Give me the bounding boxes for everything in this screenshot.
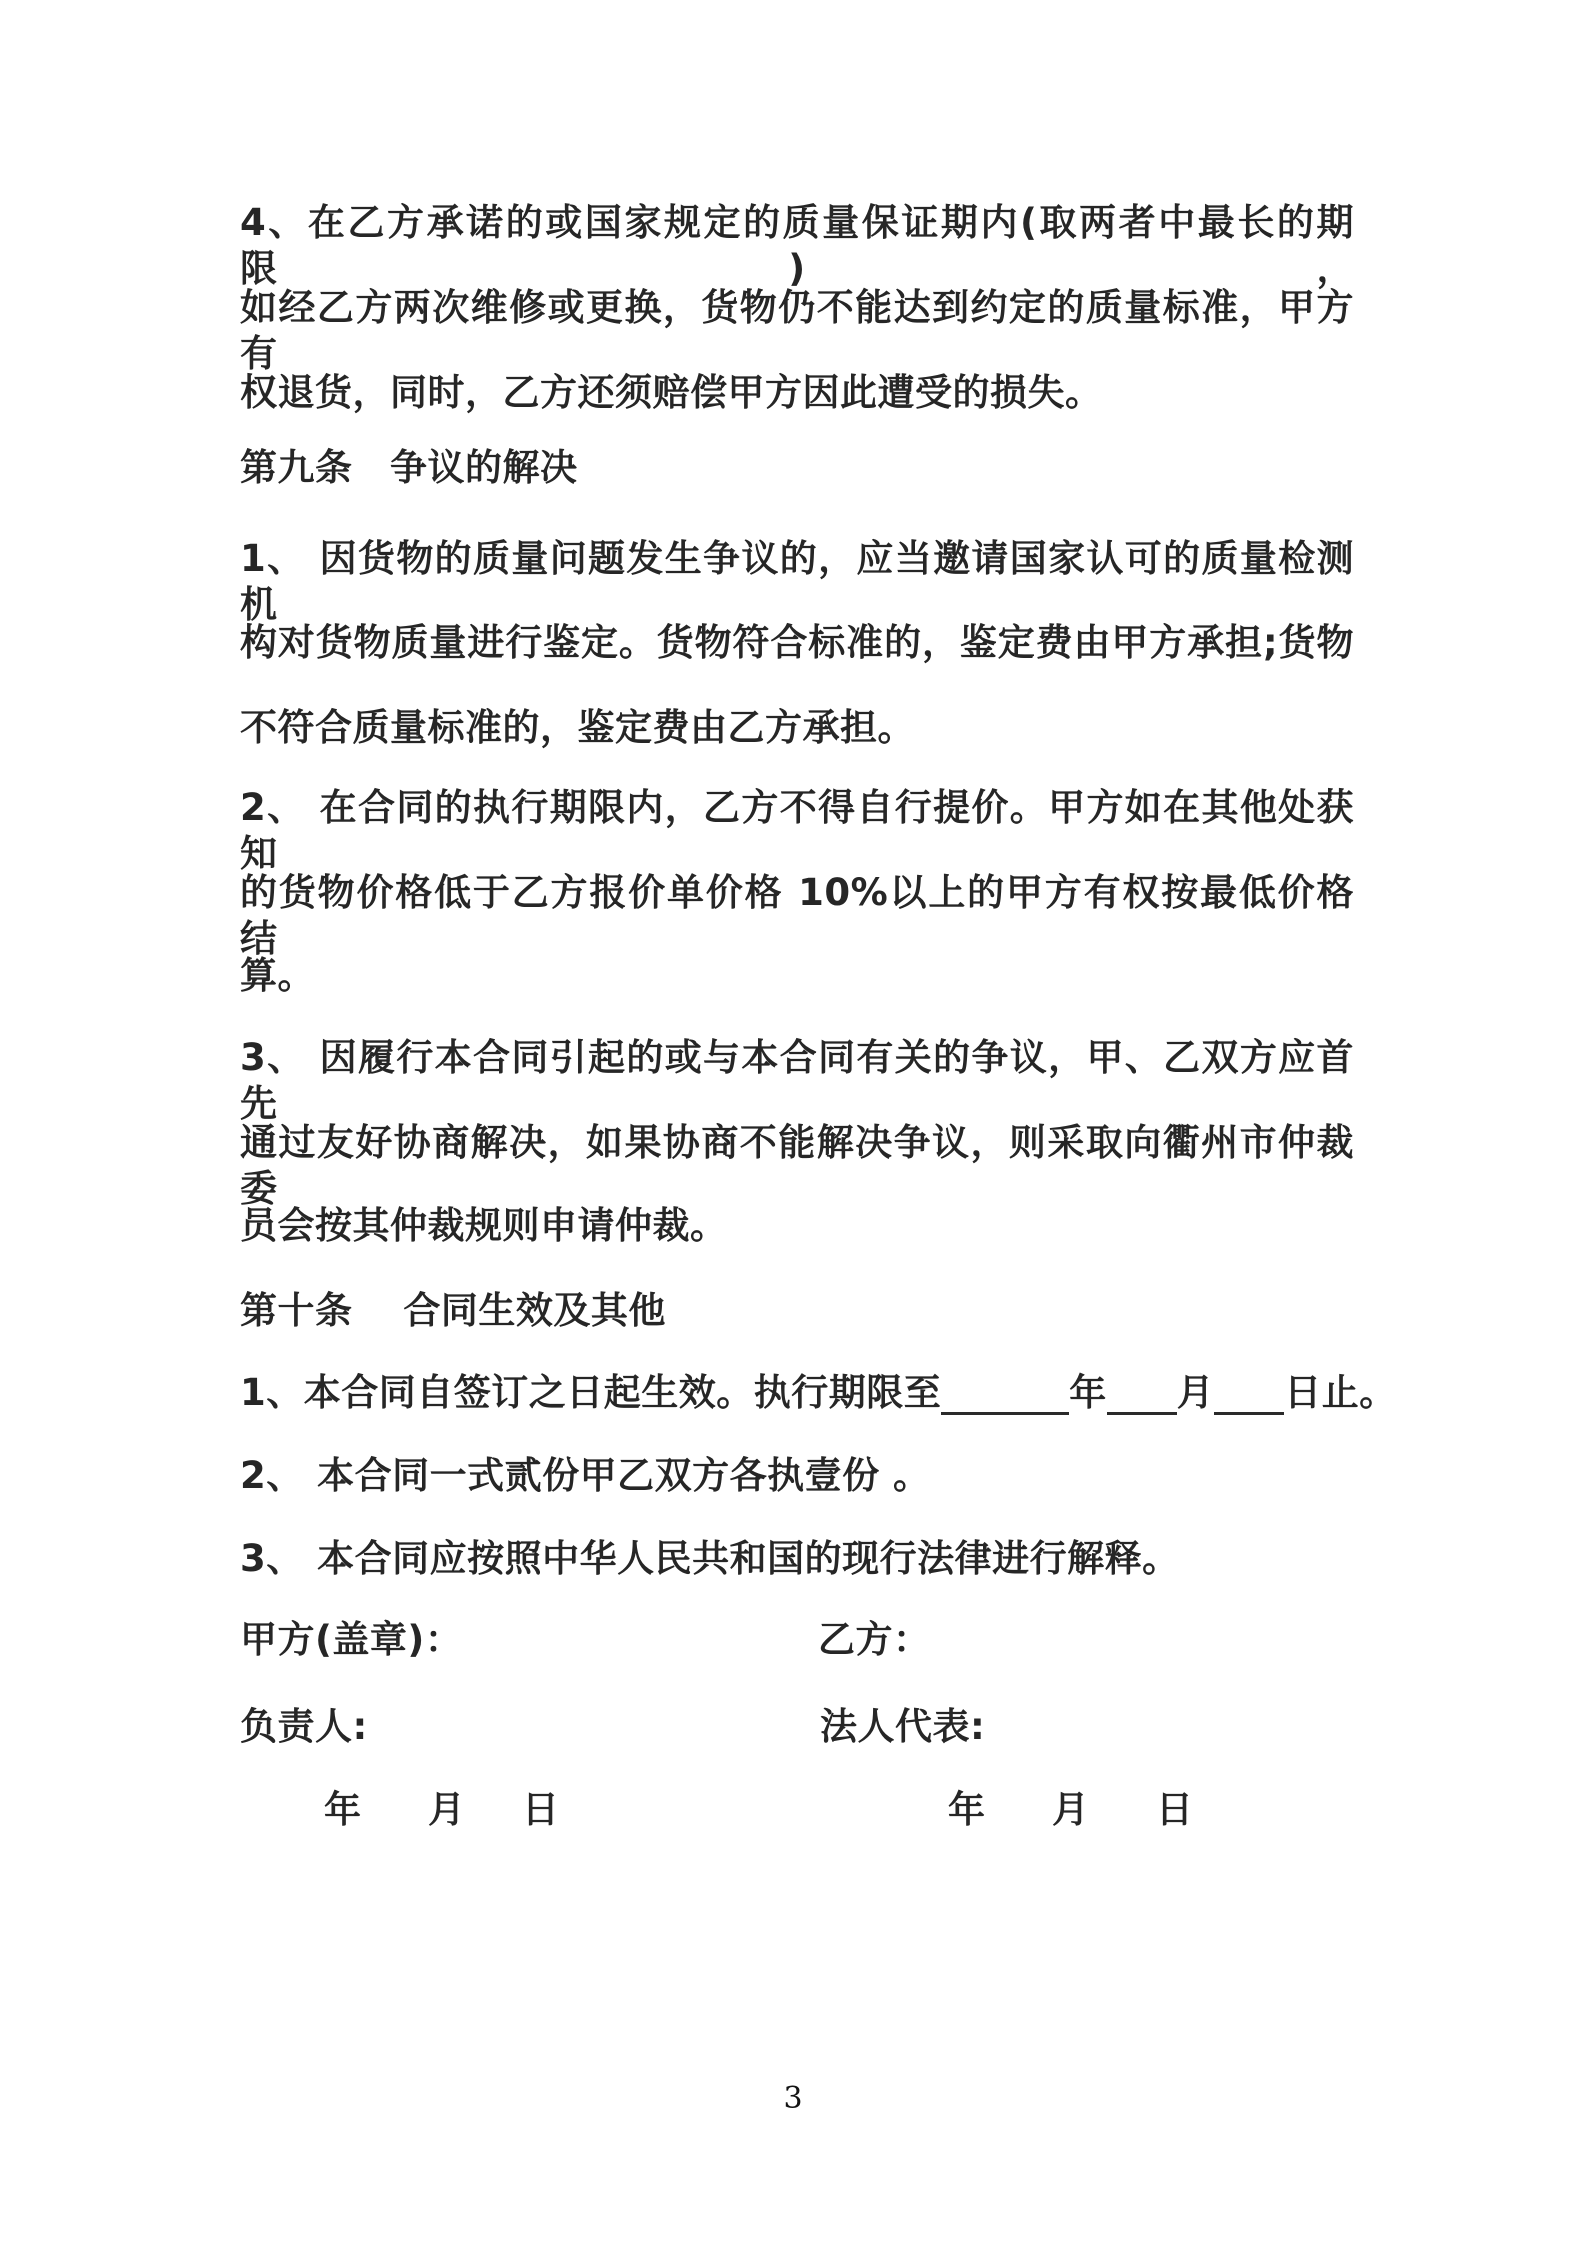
clause-10-2-line: 2、 本合同一式贰份甲乙双方各执壹份 。 — [240, 1454, 931, 1497]
clause-10-1-text: 1、本合同自签订之日起生效。执行期限至 — [240, 1371, 942, 1414]
clause-9-2-line-2: 的货物价格低于乙方报价单价格 10%以上的甲方有权按最低价格结 — [240, 871, 1354, 960]
party-b-date-day-label: 日 — [1156, 1788, 1194, 1831]
clause-9-2-line-3: 算。 — [240, 954, 315, 997]
clause-8-4-line-1: 4、在乙方承诺的或国家规定的质量保证期内(取两者中最长的期限)， — [240, 201, 1354, 290]
party-a-date-day-label: 日 — [522, 1788, 560, 1831]
clause-10-1-tail: 日止。 — [1284, 1371, 1397, 1414]
party-b-label: 乙方： — [818, 1618, 931, 1661]
clause-8-4-line-2: 如经乙方两次维修或更换，货物仍不能达到约定的质量标准，甲方有 — [240, 286, 1354, 375]
party-a-seal-label: 甲方(盖章)： — [240, 1618, 463, 1661]
person-in-charge-label: 负责人: — [240, 1705, 368, 1748]
clause-9-3-line-1: 3、 因履行本合同引起的或与本合同有关的争议，甲、乙双方应首先 — [240, 1036, 1354, 1125]
legal-representative-label: 法人代表: — [820, 1705, 986, 1748]
clause-9-3-line-2: 通过友好协商解决，如果协商不能解决争议，则采取向衢州市仲裁委 — [240, 1121, 1354, 1210]
clause-9-1-line-1: 1、 因货物的质量问题发生争议的，应当邀请国家认可的质量检测机 — [240, 537, 1354, 626]
clause-9-2-line-1: 2、 在合同的执行期限内，乙方不得自行提价。甲方如在其他处获知 — [240, 786, 1354, 875]
article-10-heading: 第十条 合同生效及其他 — [240, 1289, 666, 1332]
clause-9-1-line-2: 构对货物质量进行鉴定。货物符合标准的，鉴定费由甲方承担;货物 — [240, 621, 1354, 664]
party-a-date-month-label: 月 — [428, 1788, 466, 1831]
clause-10-1-line — [240, 1370, 1397, 1416]
party-b-date-month-label: 月 — [1052, 1788, 1090, 1831]
year-label: 年 — [1069, 1371, 1107, 1414]
clause-10-3-line: 3、 本合同应按照中华人民共和国的现行法律进行解释。 — [240, 1537, 1180, 1580]
blank-year — [941, 1370, 1069, 1415]
month-label: 月 — [1176, 1371, 1215, 1414]
clause-9-3-line-3: 员会按其仲裁规则申请仲裁。 — [240, 1204, 728, 1247]
party-a-date-year-label: 年 — [324, 1788, 362, 1831]
blank-month — [1107, 1370, 1177, 1415]
clause-9-1-line-3: 不符合质量标准的，鉴定费由乙方承担。 — [240, 706, 915, 749]
article-9-heading: 第九条 争议的解决 — [240, 446, 578, 489]
party-b-date-year-label: 年 — [948, 1788, 986, 1831]
blank-day — [1214, 1370, 1284, 1415]
page-number: 3 — [783, 2081, 803, 2116]
clause-8-4-line-3: 权退货，同时，乙方还须赔偿甲方因此遭受的损失。 — [240, 371, 1103, 414]
